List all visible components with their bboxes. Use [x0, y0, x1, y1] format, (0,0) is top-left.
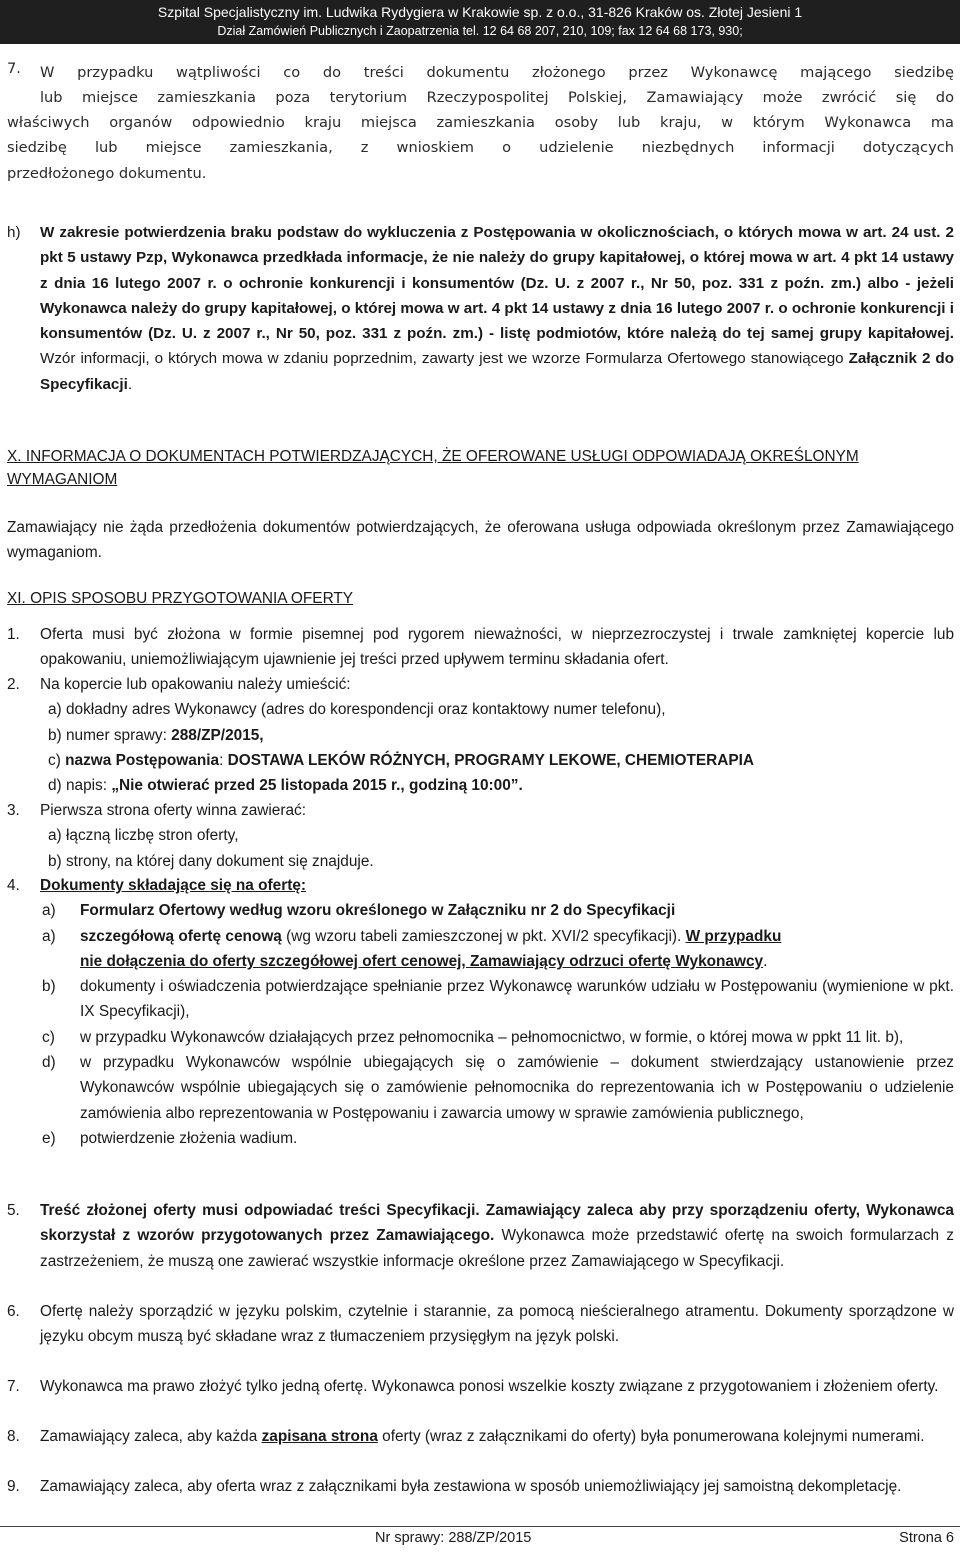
- list-item-4-a1-label: a): [42, 902, 56, 920]
- list-item-5-normal: Wykonawca może przedstawić ofertę na swoich formularzach z zastrzeżeniem, że muszą one zawierać wszystkie informacje określone przez Zamawiającego w Specyfikacji.: [40, 1227, 954, 1270]
- list-item-4-d-label: d): [42, 1054, 56, 1072]
- case-number: 288/ZP/2015,: [171, 726, 264, 744]
- list-item-2-b-label: b) numer sprawy:: [48, 726, 172, 744]
- section-xi-title: XI. OPIS SPOSOBU PRZYGOTOWANIA OFERTY: [7, 590, 354, 607]
- list-item-5-bold: Treść złożonej oferty musi odpowiadać treści Specyfikacji. Zamawiający zaleca aby przy sporządzeniu oferty, Wykonawca skorzystał z wzorów przygotowanych przez Zamawiającego.: [40, 1202, 954, 1245]
- list-item-5-text: [40, 1198, 954, 1274]
- list-item-4-body: [40, 873, 954, 1151]
- list-item-8-post: oferty (wraz z załącznikami do oferty) była ponumerowana kolejnymi numerami.: [377, 1428, 925, 1445]
- list-item-1-text: Oferta musi być złożona w formie pisemnej pod rygorem nieważności, w nieprzezroczystej i trwale zamkniętej kopercie lub opakowaniu, uniemożliwiającym ujawnienie jej treści przed upływem terminu składania ofert.: [40, 626, 954, 669]
- header-line-2: Dział Zamówień Publicznych i Zaopatrzenia tel. 12 64 68 207, 210, 109; fax 12 64 68 173, 930;: [217, 24, 743, 38]
- price-offer-note: (wg wzoru tabeli zamieszczonej w pkt. XVI/2 specyfikacji).: [281, 927, 686, 945]
- section-x-heading: [7, 445, 954, 491]
- list-item-4-c-text: w przypadku Wykonawców działających przez pełnomocnika – pełnomocnictwo, w formie, o której mowa w ppkt 11 lit. b),: [80, 1028, 904, 1046]
- document-header: [0, 0, 960, 44]
- list-item-4-d-text: w przypadku Wykonawców wspólnie ubiegających się o zamówienie – dokument stwierdzający ustanowienie przez Wykonawców wspólnie ubiegających się o zamówienie pełnomocnika do reprezentowania ich w Postępowaniu o udzielenie zamówienia albo reprezentowania w Postępowaniu i zawarcia umowy w sprawie zamówienia publicznego,: [80, 1054, 954, 1122]
- paragraph-h-attachment: Załącznik 2 do Specyfikacji: [40, 350, 954, 393]
- paragraph-h-text: [40, 220, 954, 397]
- list-item-2-c-label: nazwa Postępowania: [65, 751, 220, 769]
- section-xi-heading: [7, 590, 960, 608]
- list-item-4-e-label: e): [42, 1129, 56, 1147]
- list-item-3-text: Pierwsza strona oferty winna zawierać:: [40, 802, 307, 819]
- list-item-2-text: Na kopercie lub opakowaniu należy umieścić:: [40, 676, 351, 693]
- p7-line-3: właściwych organów odpowiednio kraju miejsca zamieszkania osoby lub kraju, w którym Wykonawca ma: [7, 114, 954, 131]
- paragraph-7-cont: [7, 110, 954, 186]
- list-item-4-number: 4.: [7, 877, 20, 894]
- list-item-4-a1: [40, 898, 954, 923]
- list-item-2-a: a) dokładny adres Wykonawcy (adres do korespondencji oraz kontaktowy numer telefonu),: [48, 701, 666, 719]
- list-item-2-c-prefix: c): [48, 751, 66, 769]
- list-item-9-text: Zamawiający zaleca, aby oferta wraz z załącznikami była zestawiona w sposób uniemożliwiający jej samoistną dekompletację.: [40, 1478, 902, 1495]
- list-item-4-c: [40, 1025, 954, 1050]
- list-item-5-number: 5.: [7, 1202, 20, 1219]
- list-item-2-c: [40, 748, 954, 773]
- list-item-3-number: 3.: [7, 802, 20, 819]
- section-x-body: Zamawiający nie żąda przedłożenia dokumentów potwierdzających, że oferowana usługa odpowiada określonym przez Zamawiającego wymaganiom.: [7, 519, 954, 562]
- page-footer: [0, 1526, 960, 1556]
- p7-line-5: przedłożonego dokumentu.: [7, 164, 207, 182]
- p7-line-2: lub miejsce zamieszkania poza terytorium Rzeczypospolitej Polskiej, Zamawiający może zwrócić się do: [40, 89, 954, 107]
- list-item-4-a2: [40, 924, 954, 975]
- list-item-9-number: 9.: [7, 1478, 20, 1495]
- procedure-name: DOSTAWA LEKÓW RÓŻNYCH, PROGRAMY LEKOWE, CHEMIOTERAPIA: [227, 751, 755, 769]
- list-item-4-heading: Dokumenty składające się na ofertę:: [40, 877, 307, 894]
- list-item-6-number: 6.: [7, 1303, 20, 1320]
- list-item-4-b-label: b): [42, 978, 56, 996]
- list-item-4-e: [40, 1126, 954, 1151]
- p7-line-4: siedzibę lub miejsce zamieszkania, z wnioskiem o udzielenie niezbędnych informacji dotyczących: [7, 139, 954, 157]
- list-item-7-number: 7.: [7, 1378, 20, 1395]
- list-item-2-d: [40, 773, 954, 798]
- page-number: Strona 6: [899, 1530, 954, 1546]
- list-item-6-text: Ofertę należy sporządzić w języku polskim, czytelnie i starannie, za pomocą nieścieralnego atramentu. Dokumenty sporządzone w języku obcym muszą być składane wraz z tłumaczeniem przysięgłym na język polski.: [40, 1303, 954, 1346]
- list-item-2-b: [40, 723, 954, 748]
- section-x-title: X. INFORMACJA O DOKUMENTACH POTWIERDZAJĄCYCH, ŻE OFEROWANE USŁUGI ODPOWIADAJĄ OKREŚLONYM WYMAGANIOM: [7, 448, 859, 488]
- list-item-4-a2-text: [80, 924, 954, 975]
- list-item-8-pre: Zamawiający zaleca, aby każda: [40, 1428, 262, 1445]
- paragraph-7-number: 7.: [7, 60, 21, 77]
- list-item-4-e-text: potwierdzenie złożenia wadium.: [80, 1129, 298, 1147]
- list-item-1-number: 1.: [7, 626, 20, 643]
- paragraph-h-label: h): [7, 224, 21, 241]
- paragraph-h-end: .: [127, 375, 133, 393]
- list-item-3-body: [40, 798, 954, 874]
- rejection-warning-end: .: [763, 952, 768, 970]
- list-item-8-text: [40, 1424, 954, 1449]
- list-item-4-b: [40, 974, 954, 1025]
- paragraph-h-normal: Wzór informacji, o których mowa w zdaniu poprzednim, zawarty jest we wzorze Formularza Ofertowego stanowiącego: [40, 350, 849, 368]
- list-item-8-number: 8.: [7, 1428, 20, 1445]
- rejection-warning: nie dołączenia do oferty szczegółowej ofert cenowej, Zamawiający odrzuci ofertę Wykonawcy: [80, 952, 764, 970]
- list-item-7-text: Wykonawca ma prawo złożyć tylko jedną ofertę. Wykonawca ponosi wszelkie koszty związane z przygotowaniem i złożeniem oferty.: [40, 1378, 939, 1395]
- list-item-4-c-label: c): [42, 1028, 55, 1046]
- list-item-2-c-colon: :: [219, 751, 228, 769]
- list-item-2-number: 2.: [7, 676, 20, 693]
- list-item-2-body: [40, 672, 954, 798]
- price-offer-label: szczegółową ofertę cenową: [80, 927, 282, 945]
- numbered-page-term: zapisana strona: [261, 1428, 378, 1445]
- case-reference: Nr sprawy: 288/ZP/2015: [375, 1530, 532, 1546]
- opening-notice: „Nie otwierać przed 25 listopada 2015 r., godziną 10:00”.: [111, 777, 523, 795]
- list-item-3-a: a) łączną liczbę stron oferty,: [48, 827, 239, 845]
- list-item-2-d-label: d) napis:: [48, 777, 112, 795]
- p7-line-1: W przypadku wątpliwości co do treści dokumentu złożonego przez Wykonawcę mającego siedzibę: [40, 64, 954, 81]
- list-item-4-b-text: dokumenty i oświadczenia potwierdzające spełnianie przez Wykonawcę warunków udziału w Postępowaniu (wymienione w pkt. IX Specyfikacji),: [80, 978, 954, 1021]
- list-item-3-b: b) strony, na której dany dokument się znajduje.: [48, 852, 374, 870]
- header-line-1: Szpital Specjalistyczny im. Ludwika Rydygiera w Krakowie sp. z o.o., 31-826 Kraków os. Złotej Jesieni 1: [157, 4, 803, 20]
- rejection-warning-start: W przypadku: [685, 927, 782, 945]
- list-item-4-d: [40, 1050, 954, 1126]
- paragraph-7-text: [40, 60, 954, 111]
- paragraph-h-bold: W zakresie potwierdzenia braku podstaw do wykluczenia z Postępowania w okolicznościach, o których mowa w art. 24 ust. 2 pkt 5 ustawy Pzp, Wykonawca przedkłada informacje, że nie należy do grupy kapitałowej, o której mowa w art. 4 pkt 14 ustawy z dnia 16 lutego 2007 r. o ochronie konkurencji i konsumentów (Dz. U. z 2007 r., Nr 50, poz. 331 z poźn. zm.) albo - jeżeli Wykonawca należy do grupy kapitałowej, o której mowa w art. 4 pkt 14 ustawy z dnia 16 lutego 2007 r. o ochronie konkurencji i konsumentów (Dz. U. z 2007 r., Nr 50, poz. 331 z poźn. zm.) - listę podmiotów, które należą do tej samej grupy kapitałowej.: [40, 224, 954, 343]
- list-item-4-a2-label: a): [42, 927, 56, 945]
- list-item-4-a1-text: Formularz Ofertowy według wzoru określonego w Załączniku nr 2 do Specyfikacji: [80, 902, 676, 920]
